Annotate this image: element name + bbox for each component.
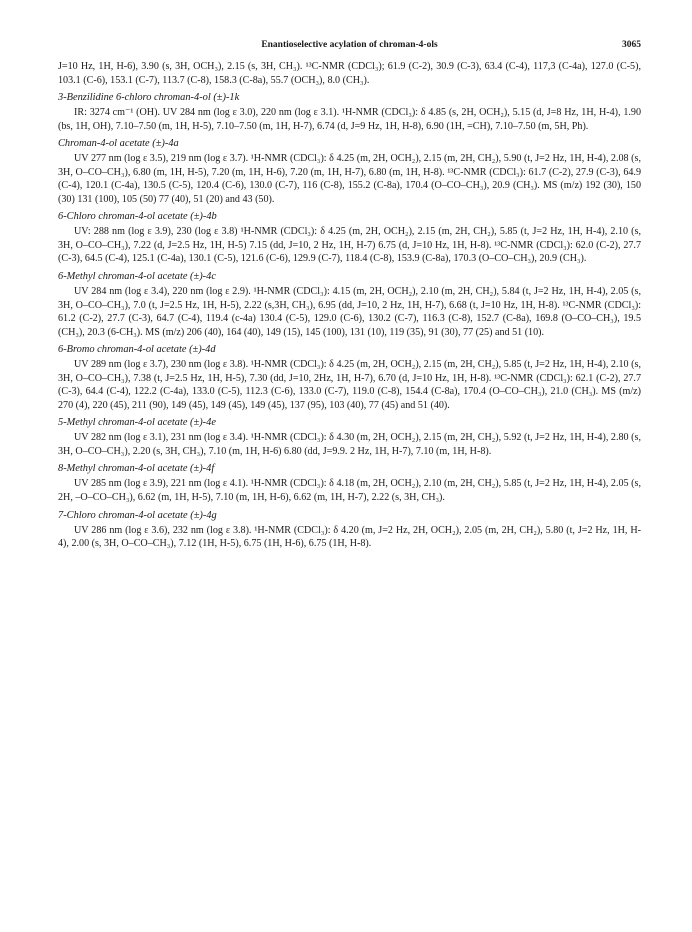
running-header bbox=[58, 40, 641, 56]
page-number: 3065 bbox=[622, 40, 641, 50]
compound-title: 7-Chloro chroman-4-ol acetate (±)-4g bbox=[58, 509, 217, 521]
compound-entry-4b bbox=[58, 210, 641, 266]
compound-data: UV 289 nm (log ε 3.7), 230 nm (log ε 3.8). ¹H-NMR (CDCl₃): δ 4.25 (m, 2H, OCH₂), 2.15 (m, 2H, CH₂), 5.85 (t, J=2 Hz, 1H, H-4), 2.10 (s, 3H, O–CO–CH₃), 7.38 (t, J=2.5 Hz, 1H, H-5), 7.30 (dd, J=10, 2Hz, 1H, H-7), 6.70 (d, J=10 Hz, 1H, H-8). ¹³C-NMR (CDCl₃): 62.1 (C-2), 27.7 (C-3), 64.4 (C-4), 122.2 (C-4a), 133.0 (C-5), 112.3 (C-6), 133.0 (C-7), 119.0 (C-8), 154.4 (C-8a), 170.4 (O–CO–CH₃), 21.0 (CH₃). MS (m/z) 270 (4), 220 (45), 211 (90), 149 (45), 149 (45), 149 (45), 137 (95), 103 (40), 77 (45) and 51 (40). bbox=[58, 359, 641, 411]
compound-data: UV 285 nm (log ε 3.9), 221 nm (log ε 4.1). ¹H-NMR (CDCl₃): δ 4.18 (m, 2H, OCH₂), 2.10 (m, 2H, CH₂), 5.85 (t, J=2 Hz, 1H, H-4), 2.05 (s, 2H, –O–CO–CH₃), 6.62 (m, 1H, H-5), 7.10 (m, 1H, H-6), 6.62 (m, 1H, H-7), 2.22 (s, 3H, CH₃). bbox=[58, 478, 641, 504]
compound-entry-1k bbox=[58, 91, 641, 133]
compound-entry-4a bbox=[58, 137, 641, 206]
compound-data: UV 277 nm (log ε 3.5), 219 nm (log ε 3.7). ¹H-NMR (CDCl₃): δ 4.25 (m, 2H, OCH₂), 2.15 (m, 2H, CH₂), 5.90 (t, J=2 Hz, 1H, H-4), 2.08 (s, 3H, O–CO–CH₃), 6.80 (m, 1H, H-5), 7.20 (m, 1H, H-6), 7.20 (m, 1H, H-7), 6.80 (m, 1H, H-8). ¹³C-NMR (CDCl₃): 61.7 (C-2), 27.9 (C-3), 64.9 (C-4), 120.1 (C-4a), 130.5 (C-5), 120.4 (C-6), 130.0 (C-7), 116 (C-8), 155.2 (C-8a), 170.4 (O–CO–CH₃), 20.9 (CH₃). MS (m/z) 192 (30), 150 (30) 131 (100), 105 (50) 77 (40), 51 (20) and 43 (50). bbox=[58, 153, 641, 205]
compound-title: 5-Methyl chroman-4-ol acetate (±)-4e bbox=[58, 417, 216, 429]
journal-page bbox=[58, 40, 641, 555]
compound-data: UV 286 nm (log ε 3.6), 232 nm (log ε 3.8). ¹H-NMR (CDCl₃): δ 4.20 (m, J=2 Hz, 2H, OCH₂), 2.05 (m, 2H, CH₂), 5.80 (t, J=2 Hz, 1H, H-4), 2.00 (s, 3H, O–CO–CH₃), 7.12 (1H, H-5), 6.75 (1H, H-6), 6.75 (1H, H-8). bbox=[58, 524, 641, 550]
compound-title: Chroman-4-ol acetate (±)-4a bbox=[58, 138, 179, 150]
compound-entry-4d bbox=[58, 343, 641, 412]
compound-data: IR: 3274 cm⁻¹ (OH). UV 284 nm (log ε 3.0), 220 nm (log ε 3.1). ¹H-NMR (CDCl₃): δ 4.85 (s, 2H, OCH₂), 5.15 (d, J=8 Hz, 1H, H-4), 1.90 (bs, 1H, OH), 7.10–7.50 (m, 1H, H-5), 7.10–7.50 (m, 1H, H-7), 6.74 (d, J=9 Hz, 1H, H-8), 6.90 (1H, =CH), 7.10–7.50 (m, 5H, Ph). bbox=[58, 107, 641, 132]
compound-data: UV 284 nm (log ε 3.4), 220 nm (log ε 2.9). ¹H-NMR (CDCl₃): 4.15 (m, 2H, OCH₂), 2.10 (m, 2H, CH₂), 5.84 (t, J=2 Hz, 1H, H-4), 2.05 (s, 3H, O–CO–CH₃), 7.0 (t, J=2.5 Hz, 1H, H-5), 2.22 (s,3H, CH₃), 6.95 (dd, J=10, 2 Hz, 1H, H-7), 6.68 (t, J=10 Hz, 1H, H-8). ¹³C-NMR (CDCl₃): 61.2 (C-2), 27.7 (C-3), 64.7 (C-4), 119.4 (c-4a) 130.4 (C-5), 129.0 (C-6), 130.2 (C-7), 116.3 (C-8), 152.7 (C-8a), 169.8 (O–CO–CH₃), 19.5 (CH₃), 20.3 (6-CH₃). MS (m/z) 206 (40), 164 (40), 149 (15), 145 (100), 131 (10), 119 (35), 91 (30), 77 (25) and 51 (10). bbox=[58, 286, 641, 338]
compound-entry-4f bbox=[58, 462, 641, 504]
compound-data: UV: 288 nm (log ε 3.9), 230 (log ε 3.8) ¹H-NMR (CDCl₃): δ 4.25 (m, 2H, OCH₂), 2.15 (m, 2H, CH₂), 5.85 (t, J=2 Hz, 1H, H-4), 2.10 (s, 3H, O–CO–CH₃), 7.22 (d, J=2.5 Hz, 1H, H-5) 7.15 (dd, J=10, 2 Hz, 1H, H-7) 6.75 (d, J=10 Hz, 1H, H-8). ¹³C-NMR (CDCl₃): 62.0 (C-2), 27.7 (C-3), 64.5 (C-4), 125.1 (C-4a), 130.1 (C-5), 121.6 (C-6), 129.9 (C-7), 118.4 (C-8), 153.9 (C-8a), 170.3 (O–CO–CH₃), 20.9 (CH₃). bbox=[58, 226, 641, 265]
continued-paragraph: J=10 Hz, 1H, H-6), 3.90 (s, 3H, OCH₃), 2.15 (s, 3H, CH₃). ¹³C-NMR (CDCl₃); 61.9 (C-2), 30.9 (C-3), 63.4 (C-4), 117,3 (C-4a), 127.0 (C-5), 103.1 (C-6), 153.1 (C-7), 113.7 (C-8), 158.3 (C-8a), 55.7 (OCH₃), 8.0 (CH₃). bbox=[58, 61, 641, 86]
compound-title: 6-Methyl chroman-4-ol acetate (±)-4c bbox=[58, 271, 216, 283]
compound-title: 6-Chloro chroman-4-ol acetate (±)-4b bbox=[58, 211, 217, 223]
running-title: Enantioselective acylation of chroman-4-ols bbox=[261, 40, 438, 50]
compound-entry-4g bbox=[58, 509, 641, 551]
compound-entry-4c bbox=[58, 270, 641, 339]
compound-title: 8-Methyl chroman-4-ol acetate (±)-4f bbox=[58, 463, 215, 475]
compound-data: UV 282 nm (log ε 3.1), 231 nm (log ε 3.4). ¹H-NMR (CDCl₃): δ 4.30 (m, 2H, OCH₂), 2.15 (m, 2H, CH₂), 5.92 (t, J=2 Hz, 1H, H-4), 2.80 (s, 3H, O–CO–CH₃), 2.20 (s, 3H, CH₃), 7.10 (m, 1H, H-6) 6.80 (dd, J=9.9. 2 Hz, 1H, H-7), 7.10 (m, 1H, H-8). bbox=[58, 432, 641, 457]
compound-entry-4e bbox=[58, 416, 641, 458]
compound-title: 3-Benzilidine 6-chloro chroman-4-ol (±)-1k bbox=[58, 92, 240, 104]
compound-title: 6-Bromo chroman-4-ol acetate (±)-4d bbox=[58, 344, 216, 356]
